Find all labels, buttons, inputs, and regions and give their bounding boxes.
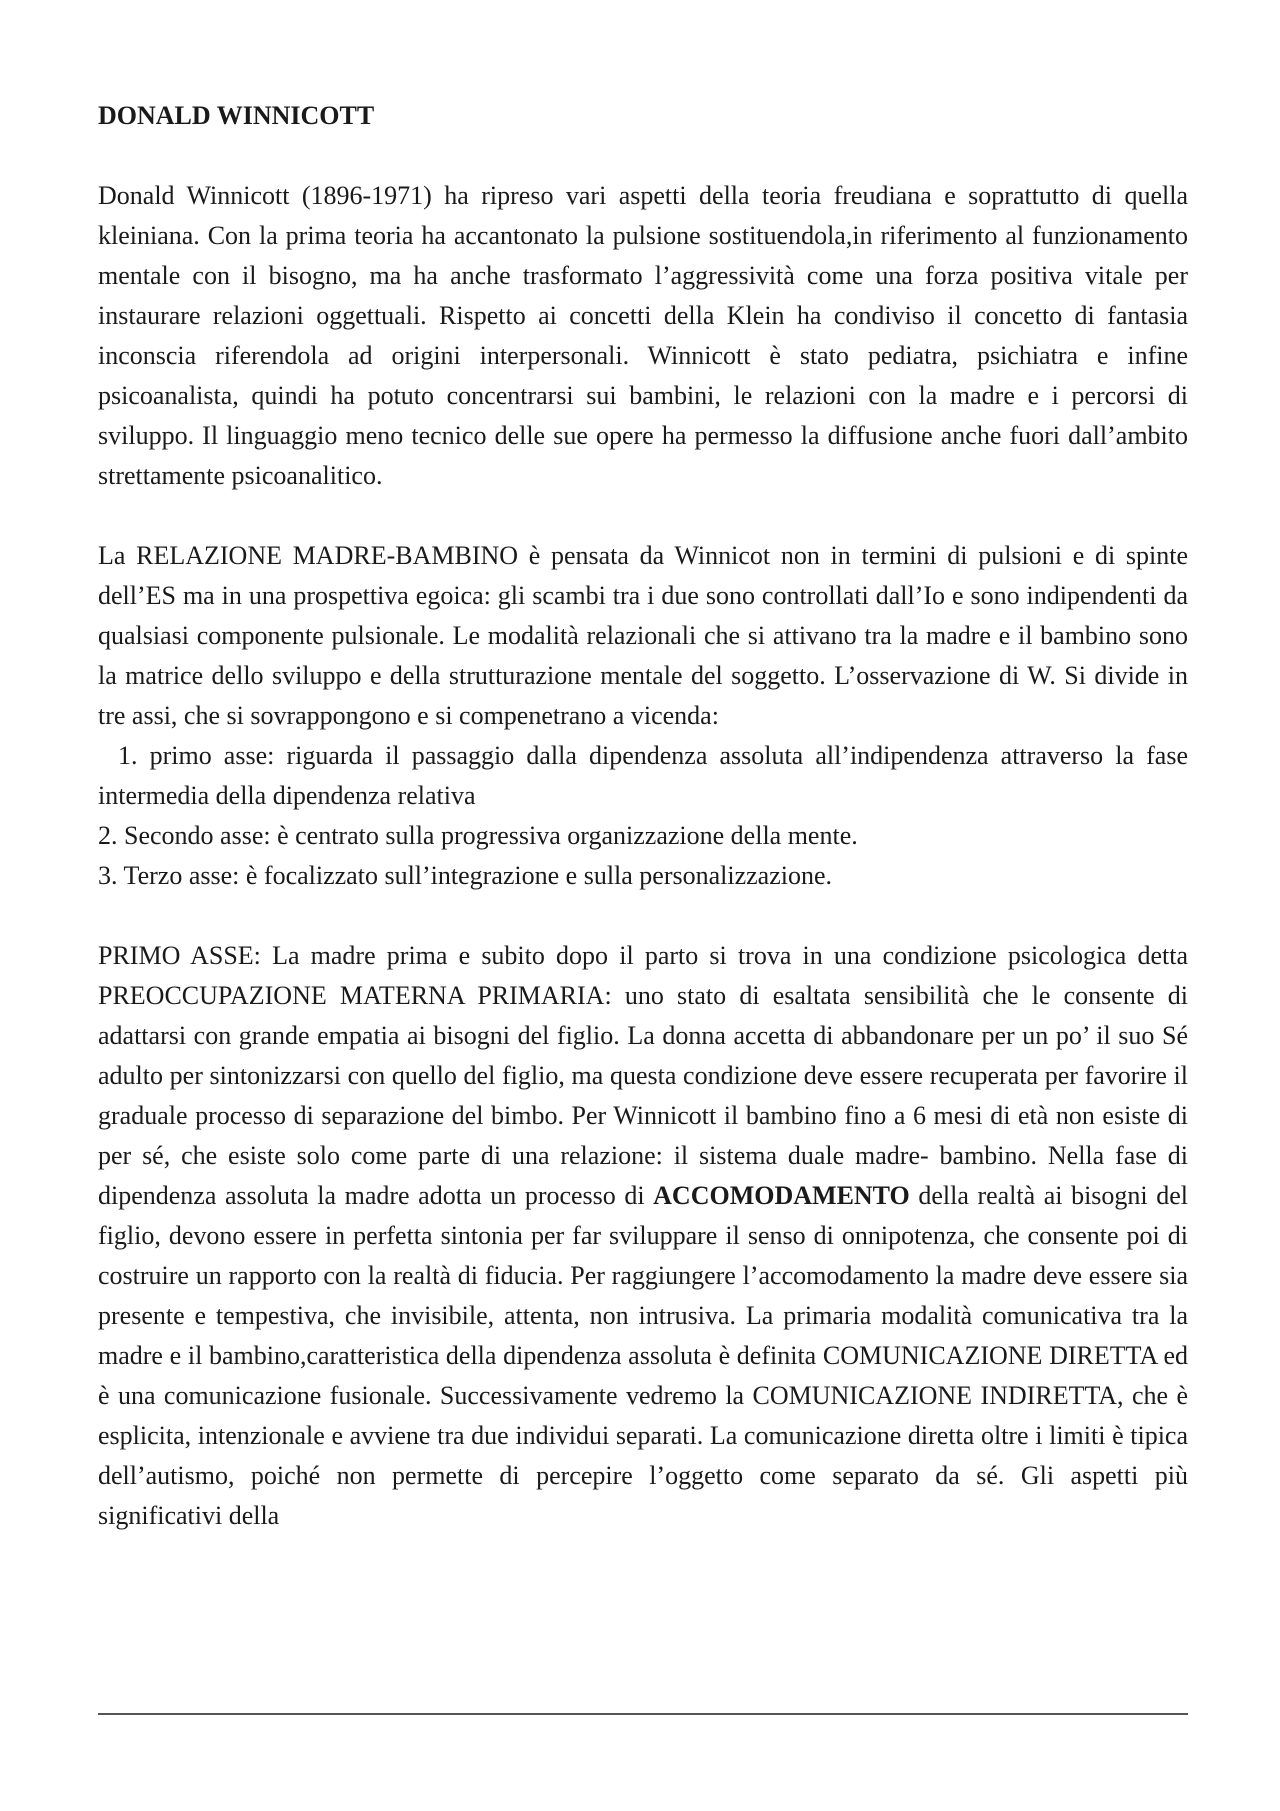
paragraph-mother-child-relation: La RELAZIONE MADRE-BAMBINO è pensata da Winnicot non in termini di pulsioni e di spinte dell’ES ma in una prospettiva egoica: gli scambi tra i due sono controllati dall’Io e sono indipendenti da qualsiasi componente pulsionale. Le modalità relazionali che si attivano tra la madre e il bambino sono la matrice dello sviluppo e della strutturazione mentale del soggetto. L’osservazione di W. Si divide in tre assi, che si sovrappongono e si compenetrano a vicenda:	[98, 541, 1188, 730]
document-page	[98, 96, 1188, 1536]
paragraph-gap	[98, 496, 1188, 536]
list-item-axis-1: 1. primo asse: riguarda il passaggio dalla dipendenza assoluta all’indipendenza attraverso la fase intermedia della dipendenza relativa	[98, 741, 1188, 810]
page-bottom-rule	[98, 1713, 1188, 1715]
bold-term-accomodamento: ACCOMODAMENTO	[653, 1181, 910, 1210]
list-item-axis-3: 3. Terzo asse: è focalizzato sull’integrazione e sulla personalizzazione.	[98, 861, 833, 890]
paragraph-first-axis-text-b: della realtà ai bisogni del figlio, devono essere in perfetta sintonia per far sviluppare il senso di onnipotenza, che consente poi di costruire un rapporto con la realtà di fiducia. Per raggiungere l’accomodamento la madre deve essere sia presente e tempestiva, che invisibile, attenta, non intrusiva. La primaria modalità comunicativa tra la madre e il bambino,caratteristica della dipendenza assoluta è definita COMUNICAZIONE DIRETTA ed è una comunicazione fusionale. Successivamente vedremo la COMUNICAZIONE INDIRETTA, che è esplicita, intenzionale e avviene tra due individui separati. La comunicazione diretta oltre i limiti è tipica dell’autismo, poiché non permette di percepire l’oggetto come separato da sé. Gli aspetti più significativi della	[98, 1181, 1188, 1530]
list-item-axis-2: 2. Secondo asse: è centrato sulla progressiva organizzazione della mente.	[98, 821, 858, 850]
paragraph-intro: Donald Winnicott (1896-1971) ha ripreso vari aspetti della teoria freudiana e soprattutto di quella kleiniana. Con la prima teoria ha accantonato la pulsione sostituendola,in riferimento al funzionamento mentale con il bisogno, ma ha anche trasformato l’aggressività come una forza positiva vitale per instaurare relazioni oggettuali. Rispetto ai concetti della Klein ha condiviso il concetto di fantasia inconscia riferendola ad origini interpersonali. Winnicott è stato pediatra, psichiatra e infine psicoanalista, quindi ha potuto concentrarsi sui bambini, le relazioni con la madre e i percorsi di sviluppo. Il linguaggio meno tecnico delle sue opere ha permesso la diffusione anche fuori dall’ambito strettamente psicoanalitico.	[98, 181, 1188, 490]
paragraph-first-axis-text-a: PRIMO ASSE: La madre prima e subito dopo il parto si trova in una condizione psicologica detta PREOCCUPAZIONE MATERNA PRIMARIA: uno stato di esaltata sensibilità che le consente di adattarsi con grande empatia ai bisogni del figlio. La donna accetta di abbandonare per un po’ il suo Sé adulto per sintonizzarsi con quello del figlio, ma questa condizione deve essere recuperata per favorire il graduale processo di separazione del bimbo. Per Winnicott il bambino fino a 6 mesi di età non esiste di per sé, che esiste solo come parte di una relazione: il sistema duale madre- bambino. Nella fase di dipendenza assoluta la madre adotta un processo di	[98, 941, 1188, 1210]
paragraph-gap	[98, 896, 1188, 936]
document-title: DONALD WINNICOTT	[98, 101, 375, 130]
paragraph-first-axis	[98, 936, 1188, 1536]
